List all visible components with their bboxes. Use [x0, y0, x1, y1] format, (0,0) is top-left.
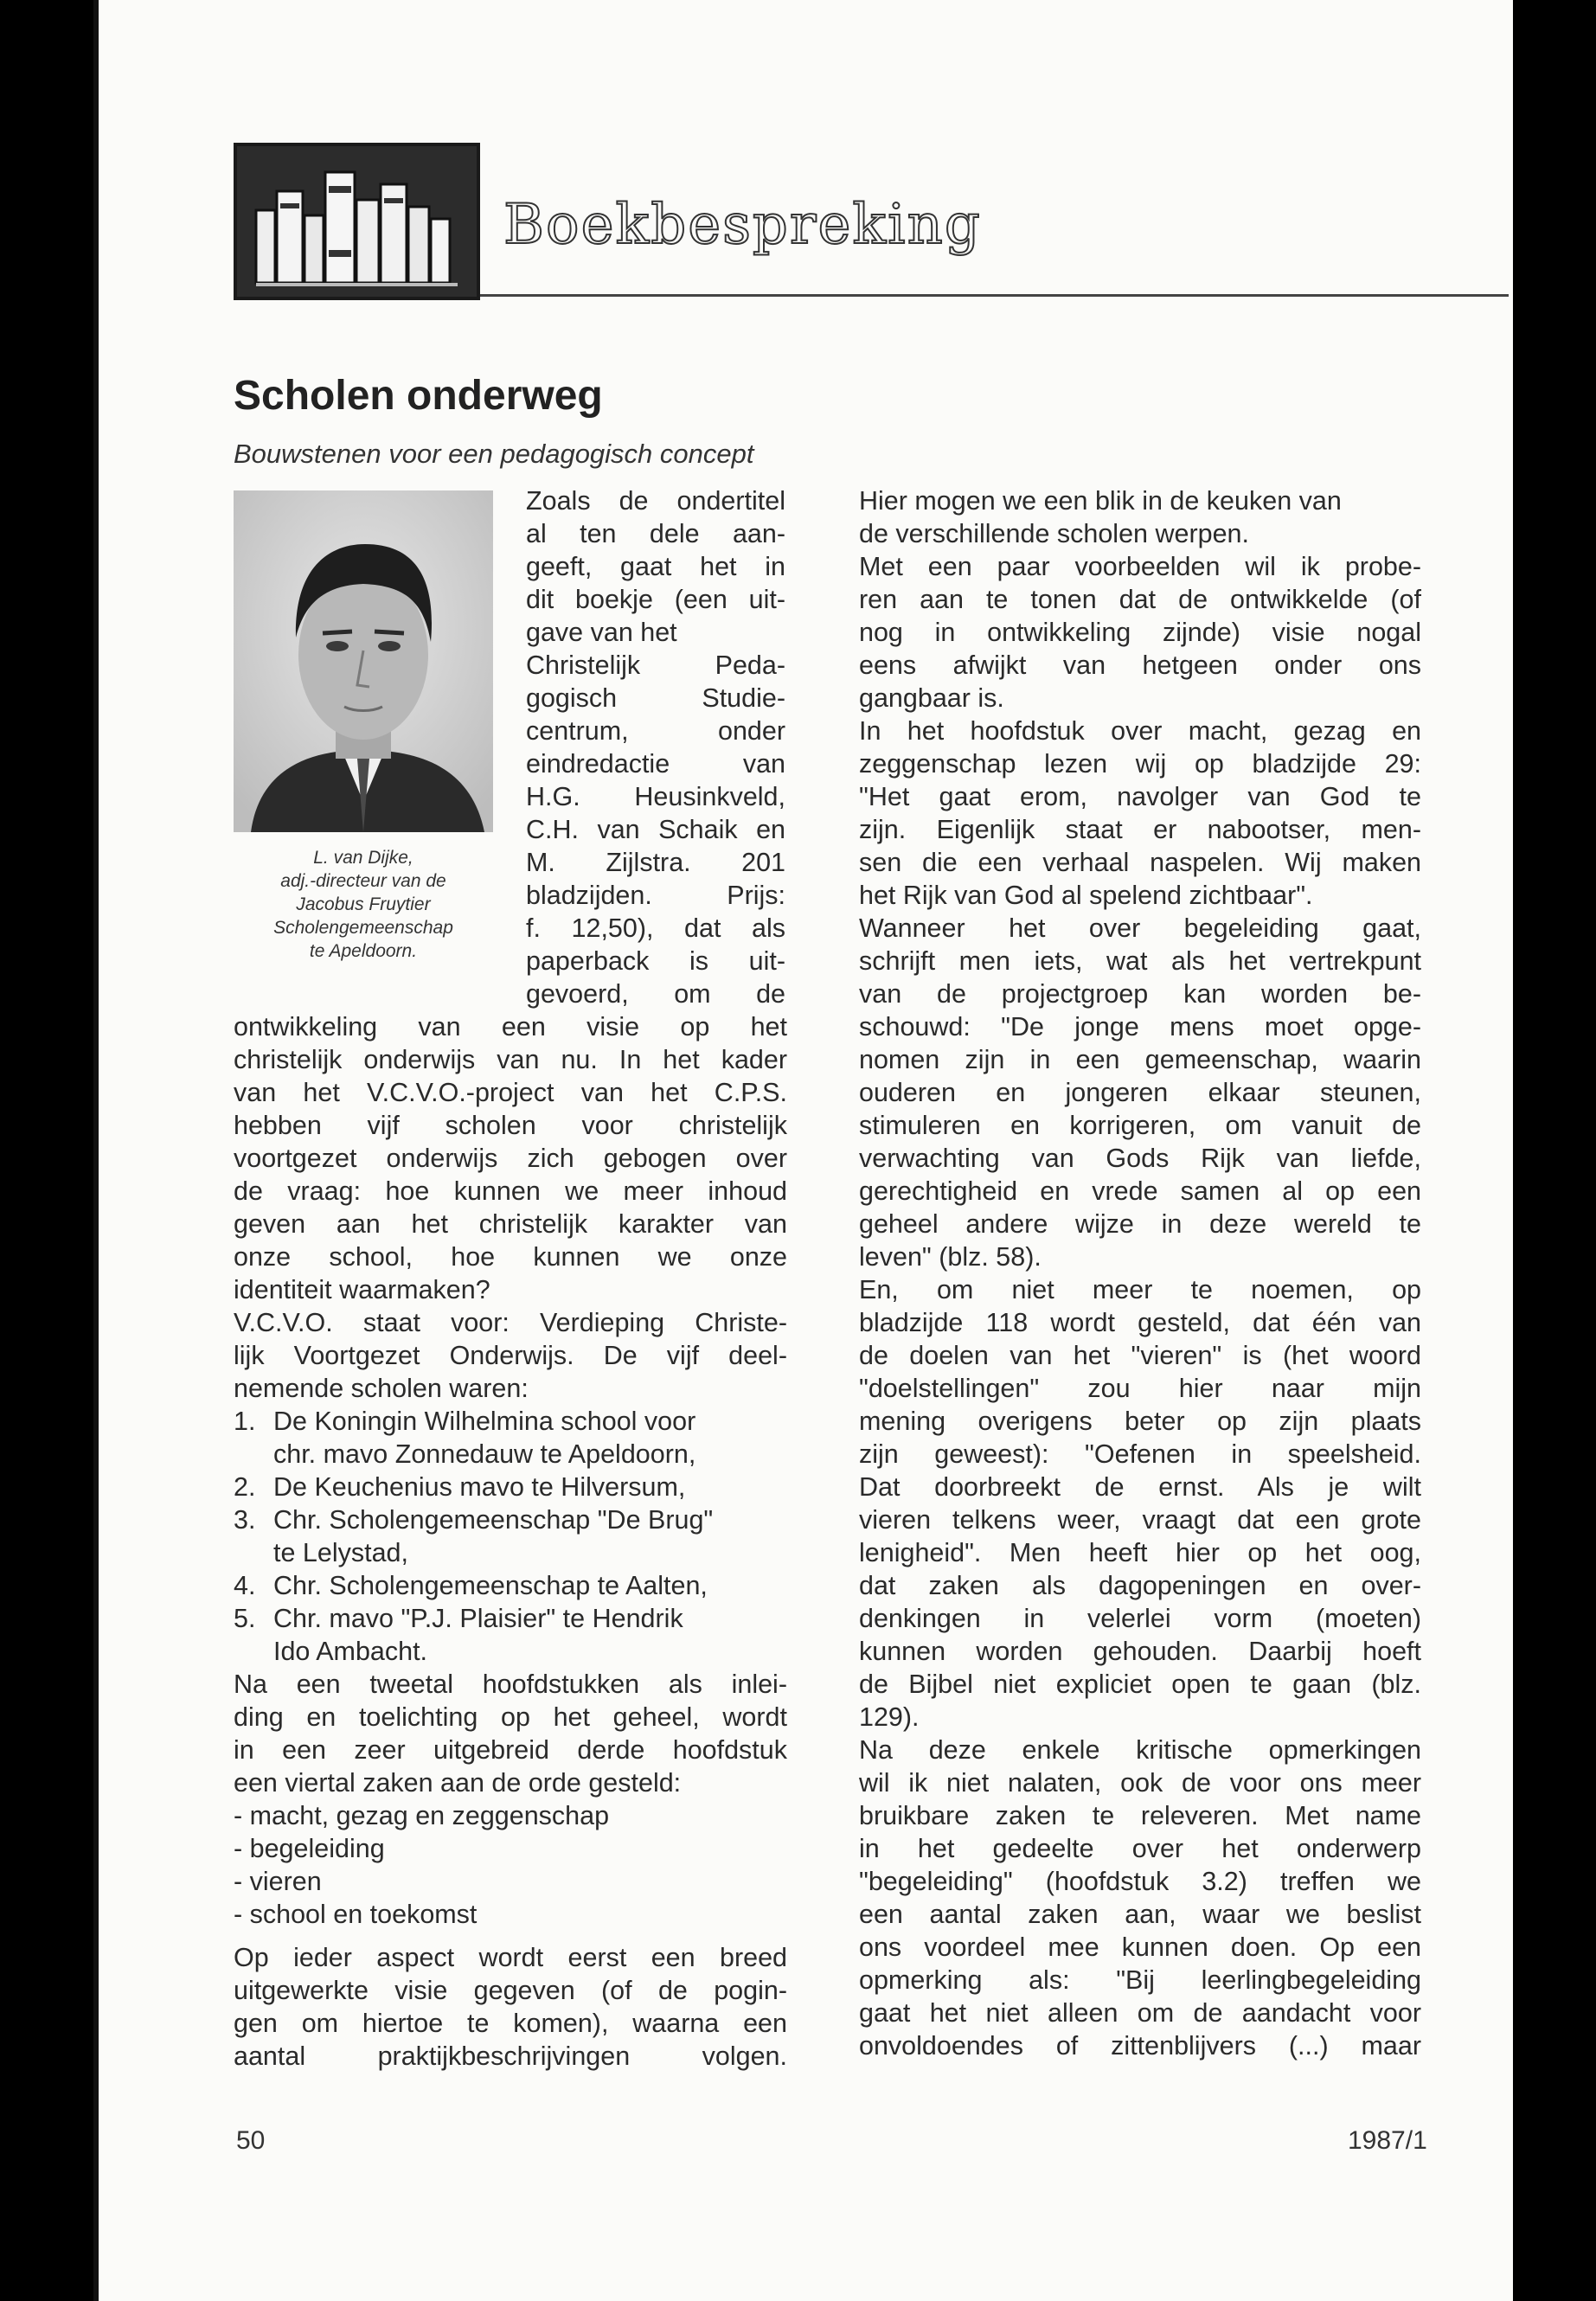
text-line: te Lelystad, — [273, 1538, 408, 1567]
text-line: Chr. mavo "P.J. Plaisier" te Hendrik — [273, 1604, 683, 1633]
text-line: Na deze enkele kritische opmerkingen — [859, 1735, 1421, 1765]
text-line: ons voordeel mee kunnen doen. Op een — [859, 1932, 1421, 1962]
bullet-line: - school en toekomst — [234, 1900, 478, 1929]
text-line: 129). — [859, 1702, 920, 1732]
text-line: nomen zijn in een gemeenschap, waarin — [859, 1045, 1421, 1074]
right-column — [859, 484, 1421, 2062]
author-photo — [234, 490, 493, 832]
caption-line: adj.-directeur van de — [280, 871, 446, 891]
text-line: Dat doorbreekt de ernst. Als je wilt — [859, 1472, 1421, 1502]
text-line: dat zaken als dagopeningen en over- — [859, 1571, 1421, 1600]
text-line: "doelstellingen" zou hier naar mijn — [859, 1374, 1421, 1403]
list-item — [234, 1471, 787, 1503]
text-line: vieren telkens weer, vraagt dat een grote — [859, 1505, 1421, 1535]
text-line: eens afwijkt van hetgeen onder ons — [859, 651, 1421, 680]
bullet-line: - vieren — [234, 1867, 322, 1896]
text-line: zeggenschap lezen wij op bladzijde 29: — [859, 749, 1421, 779]
text-line: f. 12,50), dat als — [526, 913, 785, 943]
text-line: Chr. Scholengemeenschap "De Brug" — [273, 1505, 714, 1535]
intro-wrap-column — [526, 484, 785, 1010]
text-line: van de projectgroep kan worden be- — [859, 979, 1421, 1009]
text-line: Hier mogen we een blik in de keuken van — [859, 486, 1342, 516]
bullet-line: - begeleiding — [234, 1834, 385, 1863]
text-line: bladzijden. Prijs: — [526, 881, 785, 910]
text-line: ontwikkeling van een visie op het — [234, 1012, 787, 1042]
text-line: de vraag: hoe kunnen we meer inhoud — [234, 1176, 787, 1206]
list-number: 5. — [234, 1604, 256, 1633]
text-line: onvoldoendes of zittenblijvers (...) maar — [859, 2031, 1421, 2061]
issue-number: 1987/1 — [1348, 2126, 1427, 2155]
text-line: "Het gaat erom, navolger van God te — [859, 782, 1421, 811]
text-line: gangbaar is. — [859, 683, 1004, 713]
text-line: bladzijde 118 wordt gesteld, dat één van — [859, 1308, 1421, 1337]
caption-line: te Apeldoorn. — [309, 941, 418, 961]
text-line: gave van het — [526, 618, 677, 647]
text-line: christelijk onderwijs van nu. In het kader — [234, 1045, 787, 1074]
text-line: een viertal zaken aan de orde gesteld: — [234, 1768, 682, 1798]
list-number: 2. — [234, 1472, 256, 1502]
text-line: Na een tweetal hoofdstukken als inlei- — [234, 1670, 787, 1699]
text-line: schrijft men iets, wat als het vertrekpunt — [859, 946, 1421, 976]
text-line: geven aan het christelijk karakter van — [234, 1209, 787, 1239]
text-line: geeft, gaat het in — [526, 552, 785, 581]
text-line: Met een paar voorbeelden wil ik probe- — [859, 552, 1421, 581]
section-header — [234, 143, 1509, 300]
text-line: al ten dele aan- — [526, 519, 785, 548]
text-line: hebben vijf scholen voor christelijk — [234, 1111, 787, 1140]
text-line: gen om hiertoe te komen), waarna een — [234, 2009, 787, 2038]
photo-caption — [234, 846, 493, 963]
books-icon — [237, 146, 477, 297]
text-line: zijn. Eigenlijk staat er nabootser, men- — [859, 815, 1421, 844]
caption-line: Scholengemeenschap — [273, 918, 453, 938]
text-line: aantal praktijkbeschrijvingen volgen. — [234, 2041, 787, 2071]
article-title: Scholen onderweg — [234, 373, 603, 419]
text-line: De Keuchenius mavo te Hilversum, — [273, 1472, 686, 1502]
text-line: C.H. van Schaik en — [526, 815, 785, 844]
list-number: 4. — [234, 1571, 256, 1600]
text-line: opmerking als: "Bij leerlingbegeleiding — [859, 1965, 1421, 1995]
text-line: geheel andere wijze in deze wereld te — [859, 1209, 1421, 1239]
text-line: de doelen van het "vieren" is (het woord — [859, 1341, 1421, 1370]
text-line: bruikbare zaken te releveren. Met name — [859, 1801, 1421, 1830]
books-logo — [234, 143, 480, 300]
paragraph-gap — [234, 1931, 787, 1941]
text-line: gogisch Studie- — [526, 683, 785, 713]
text-line: kunnen worden gehouden. Daarbij hoeft — [859, 1637, 1421, 1666]
header-divider — [480, 294, 1509, 297]
article-subtitle: Bouwstenen voor een pedagogisch concept — [234, 439, 754, 469]
text-line: leven" (blz. 58). — [859, 1242, 1042, 1272]
text-line: De Koningin Wilhelmina school voor — [273, 1407, 696, 1436]
text-line: schouwd: "De jonge mens moet opge- — [859, 1012, 1421, 1042]
text-line: de verschillende scholen werpen. — [859, 519, 1249, 548]
caption-line: Jacobus Fruytier — [296, 894, 431, 914]
text-line: In het hoofdstuk over macht, gezag en — [859, 716, 1421, 746]
text-line: gerechtigheid en vrede samen al op een — [859, 1176, 1421, 1206]
page-number: 50 — [236, 2126, 266, 2155]
text-line: mening overigens beter op zijn plaats — [859, 1407, 1421, 1436]
text-line: lijk Voortgezet Onderwijs. De vijf deel- — [234, 1341, 787, 1370]
list-item — [234, 1569, 787, 1602]
text-line: dit boekje (een uit- — [526, 585, 785, 614]
text-line: wil ik niet nalaten, ook de voor ons meer — [859, 1768, 1421, 1798]
document-page — [93, 0, 1513, 2301]
list-number: 3. — [234, 1505, 256, 1535]
text-line: sen die een verhaal naspelen. Wij maken — [859, 848, 1421, 877]
list-number: 1. — [234, 1407, 256, 1436]
text-line: Chr. Scholengemeenschap te Aalten, — [273, 1571, 708, 1600]
list-item — [234, 1602, 787, 1668]
text-line: Ido Ambacht. — [273, 1637, 428, 1666]
text-line: stimuleren en korrigeren, om vanuit de — [859, 1111, 1421, 1140]
text-line: M. Zijlstra. 201 — [526, 848, 785, 877]
text-line: centrum, onder — [526, 716, 785, 746]
bullet-line: - macht, gezag en zeggenschap — [234, 1801, 610, 1830]
text-line: uitgewerkte visie gegeven (of de pogin- — [234, 1976, 787, 2005]
text-line: H.G. Heusinkveld, — [526, 782, 785, 811]
text-line: ding en toelichting op het geheel, wordt — [234, 1702, 787, 1732]
text-line: denkingen in velerlei vorm (moeten) — [859, 1604, 1421, 1633]
list-item — [234, 1405, 787, 1471]
text-line: verwachting van Gods Rijk van liefde, — [859, 1144, 1421, 1173]
section-title: Boekbespreking — [503, 193, 982, 257]
text-line: gevoerd, om de — [526, 979, 785, 1009]
page-edge — [93, 0, 99, 2301]
text-line: in het gedeelte over het onderwerp — [859, 1834, 1421, 1863]
text-line: lenigheid". Men heeft hier op het oog, — [859, 1538, 1421, 1567]
text-line: een aantal zaken aan, waar we beslist — [859, 1900, 1421, 1929]
list-item — [234, 1503, 787, 1569]
text-line: Christelijk Peda- — [526, 651, 785, 680]
author-portrait-image — [234, 490, 493, 832]
text-line: ren aan te tonen dat de ontwikkelde (of — [859, 585, 1421, 614]
text-line: zijn geweest): "Oefenen in speelsheid. — [859, 1439, 1421, 1469]
left-column — [234, 1010, 787, 2073]
text-line: "begeleiding" (hoofdstuk 3.2) treffen we — [859, 1867, 1421, 1896]
text-line: Op ieder aspect wordt eerst een breed — [234, 1943, 787, 1972]
text-line: nog in ontwikkeling zijnde) visie nogal — [859, 618, 1421, 647]
text-line: onze school, hoe kunnen we onze — [234, 1242, 787, 1272]
text-line: de Bijbel niet expliciet open te gaan (blz. — [859, 1670, 1421, 1699]
text-line: voortgezet onderwijs zich gebogen over — [234, 1144, 787, 1173]
text-line: identiteit waarmaken? — [234, 1275, 490, 1304]
text-line: ouderen en jongeren elkaar steunen, — [859, 1078, 1421, 1107]
text-line: Zoals de ondertitel — [526, 486, 785, 516]
text-line: V.C.V.O. staat voor: Verdieping Christe- — [234, 1308, 787, 1337]
text-line: paperback is uit- — [526, 946, 785, 976]
caption-line: L. van Dijke, — [313, 848, 413, 868]
text-line: eindredactie van — [526, 749, 785, 779]
text-line: Wanneer het over begeleiding gaat, — [859, 913, 1421, 943]
text-line: het Rijk van God al spelend zichtbaar". — [859, 881, 1313, 910]
text-line: in een zeer uitgebreid derde hoofdstuk — [234, 1735, 787, 1765]
text-line: chr. mavo Zonnedauw te Apeldoorn, — [273, 1439, 696, 1469]
text-line: van het V.C.V.O.-project van het C.P.S. — [234, 1078, 787, 1107]
text-line: nemende scholen waren: — [234, 1374, 529, 1403]
text-line: En, om niet meer te noemen, op — [859, 1275, 1421, 1304]
text-line: gaat het niet alleen om de aandacht voor — [859, 1998, 1421, 2028]
